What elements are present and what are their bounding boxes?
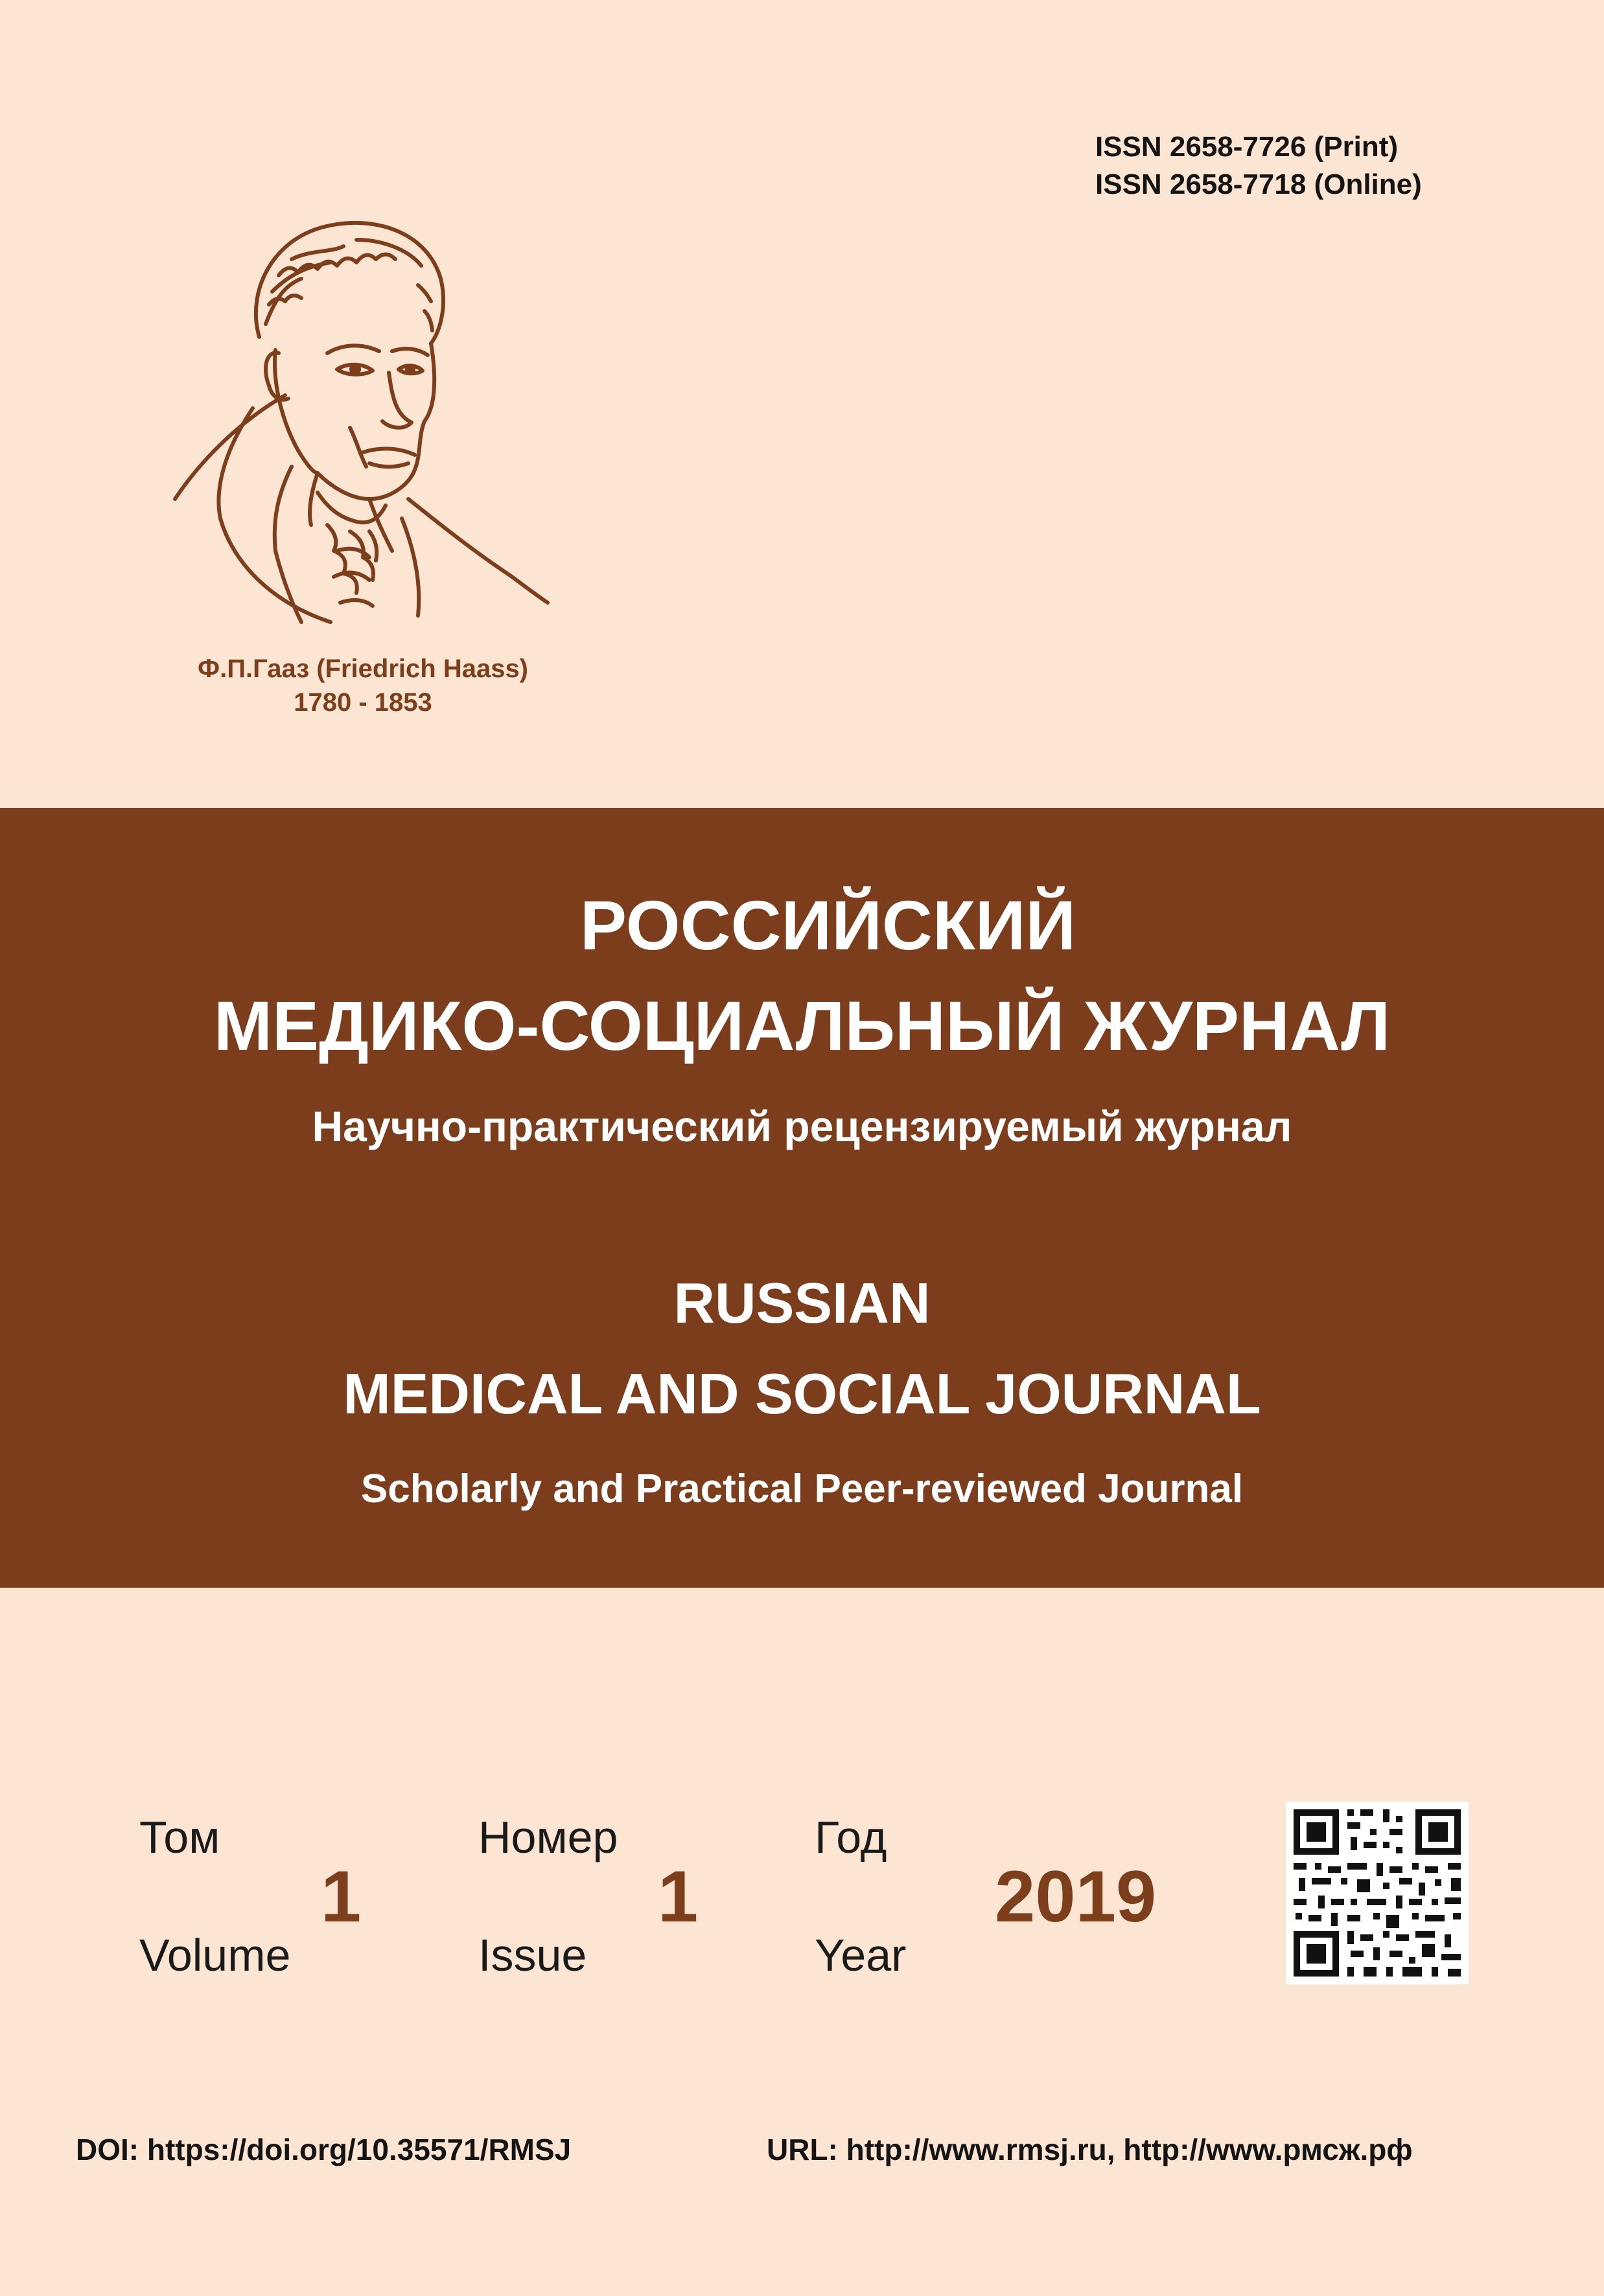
volume-label-ru: Том bbox=[139, 1812, 220, 1862]
qr-code[interactable] bbox=[1286, 1802, 1469, 1984]
title-en-line2: MEDICAL AND SOCIAL JOURNAL bbox=[343, 1362, 1261, 1426]
portrait-caption-name: Ф.П.Гааз (Friedrich Haass) bbox=[197, 655, 529, 683]
title-en-line1: RUSSIAN bbox=[673, 1271, 931, 1335]
doi-link[interactable]: DOI: https://doi.org/10.35571/RMSJ bbox=[76, 2133, 572, 2166]
portrait-caption-years: 1780 - 1853 bbox=[294, 688, 432, 717]
url-link[interactable]: URL: http://www.rmsj.ru, http://www.рмсж.рф bbox=[767, 2133, 1413, 2166]
year-label-ru: Год bbox=[815, 1812, 887, 1862]
title-ru-line2: МЕДИКО-СОЦИАЛЬНЫЙ ЖУРНАЛ bbox=[214, 986, 1390, 1065]
subtitle-ru: Научно-практический рецензируемый журнал bbox=[312, 1102, 1292, 1150]
issn-online: ISSN 2658-7718 (Online) bbox=[1095, 168, 1422, 200]
issue-label-en: Issue bbox=[478, 1930, 587, 1980]
issn-print: ISSN 2658-7726 (Print) bbox=[1095, 131, 1399, 163]
issue-label-ru: Номер bbox=[478, 1812, 618, 1862]
portrait-illustration bbox=[162, 214, 551, 629]
issue-value: 1 bbox=[658, 1856, 699, 1937]
year-label-en: Year bbox=[815, 1930, 907, 1980]
subtitle-en: Scholarly and Practical Peer-reviewed Journal bbox=[360, 1467, 1244, 1511]
title-ru-line1: РОССИЙСКИЙ bbox=[579, 886, 1076, 964]
volume-label-en: Volume bbox=[139, 1930, 291, 1980]
volume-value: 1 bbox=[321, 1856, 362, 1937]
year-value: 2019 bbox=[995, 1856, 1157, 1937]
